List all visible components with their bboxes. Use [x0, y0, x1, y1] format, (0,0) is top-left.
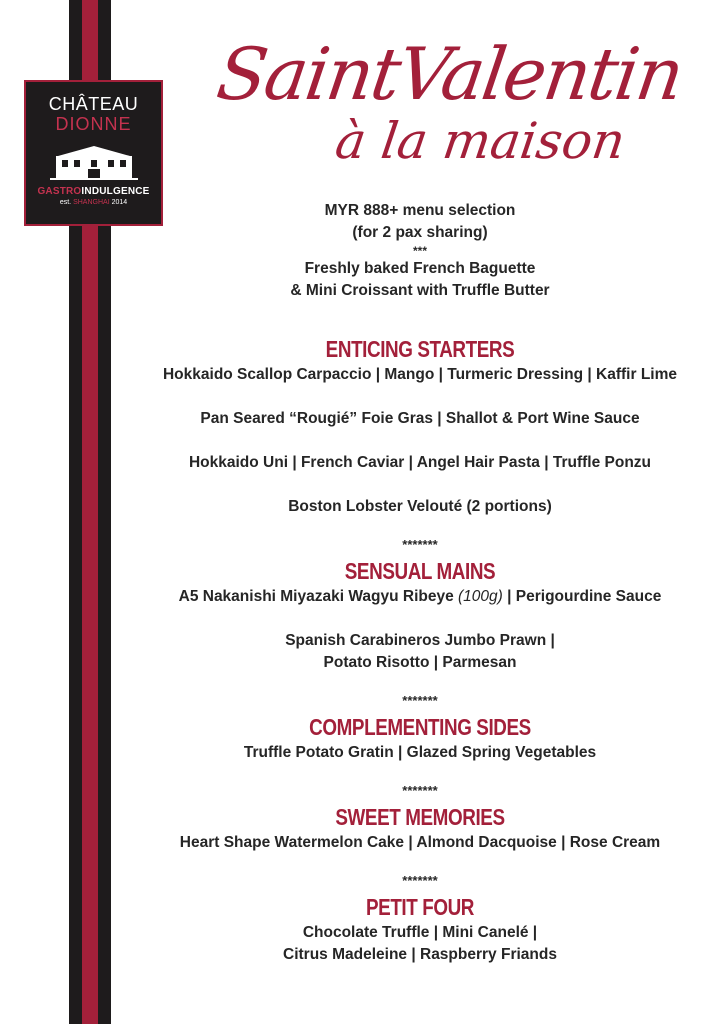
- petit-four-heading: PETIT FOUR: [365, 894, 475, 920]
- separator: *******: [402, 537, 438, 552]
- starter-item: Hokkaido Scallop Carpaccio | Mango | Turmeric Dressing | Kaffir Lime: [162, 366, 677, 383]
- chateau-building-icon: [48, 142, 140, 182]
- separator: *******: [402, 693, 438, 708]
- separator: *******: [402, 873, 438, 888]
- desserts-heading: SWEET MEMORIES: [335, 804, 505, 830]
- starter-item: Pan Seared “Rougié” Foie Gras | Shallot & Port Wine Sauce: [200, 410, 640, 427]
- bread-line-2: & Mini Croissant with Truffle Butter: [290, 282, 550, 299]
- logo-tagline: GASTROINDULGENCE: [37, 186, 150, 197]
- petit-four-line-1: Chocolate Truffle | Mini Canelé |: [302, 924, 538, 941]
- title-line-1: SaintValentin: [212, 32, 688, 116]
- starters-heading: ENTICING STARTERS: [325, 336, 515, 362]
- main-item-line-2: Potato Risotto | Parmesan: [323, 654, 517, 671]
- price-line: MYR 888+ menu selection: [324, 202, 516, 219]
- menu-title: [190, 34, 710, 168]
- title-line-2: à la maison: [331, 112, 629, 170]
- starter-item: Hokkaido Uni | French Caviar | Angel Hair Pasta | Truffle Ponzu: [188, 454, 652, 471]
- logo-line-1: CHÂTEAU: [48, 94, 139, 114]
- desserts-item: Heart Shape Watermelon Cake | Almond Dacquoise | Rose Cream: [179, 834, 661, 851]
- sides-item: Truffle Potato Gratin | Glazed Spring Vegetables: [243, 744, 597, 761]
- logo-established: est. SHANGHAI 2014: [59, 199, 128, 206]
- logo-line-2: DIONNE: [55, 114, 132, 134]
- sharing-line: (for 2 pax sharing): [352, 224, 488, 241]
- starter-item: Boston Lobster Velouté (2 portions): [288, 498, 552, 515]
- mains-heading: SENSUAL MAINS: [344, 558, 496, 584]
- menu-content: [130, 200, 710, 966]
- main-item-line-1: Spanish Carabineros Jumbo Prawn |: [285, 632, 555, 649]
- sides-heading: COMPLEMENTING SIDES: [309, 714, 531, 740]
- petit-four-line-2: Citrus Madeleine | Raspberry Friands: [283, 946, 557, 963]
- main-item: A5 Nakanishi Miyazaki Wagyu Ribeye (100g) | Perigourdine Sauce: [178, 588, 662, 605]
- bread-line-1: Freshly baked French Baguette: [304, 260, 536, 277]
- separator: *******: [402, 783, 438, 798]
- intro-stars: ***: [412, 244, 427, 258]
